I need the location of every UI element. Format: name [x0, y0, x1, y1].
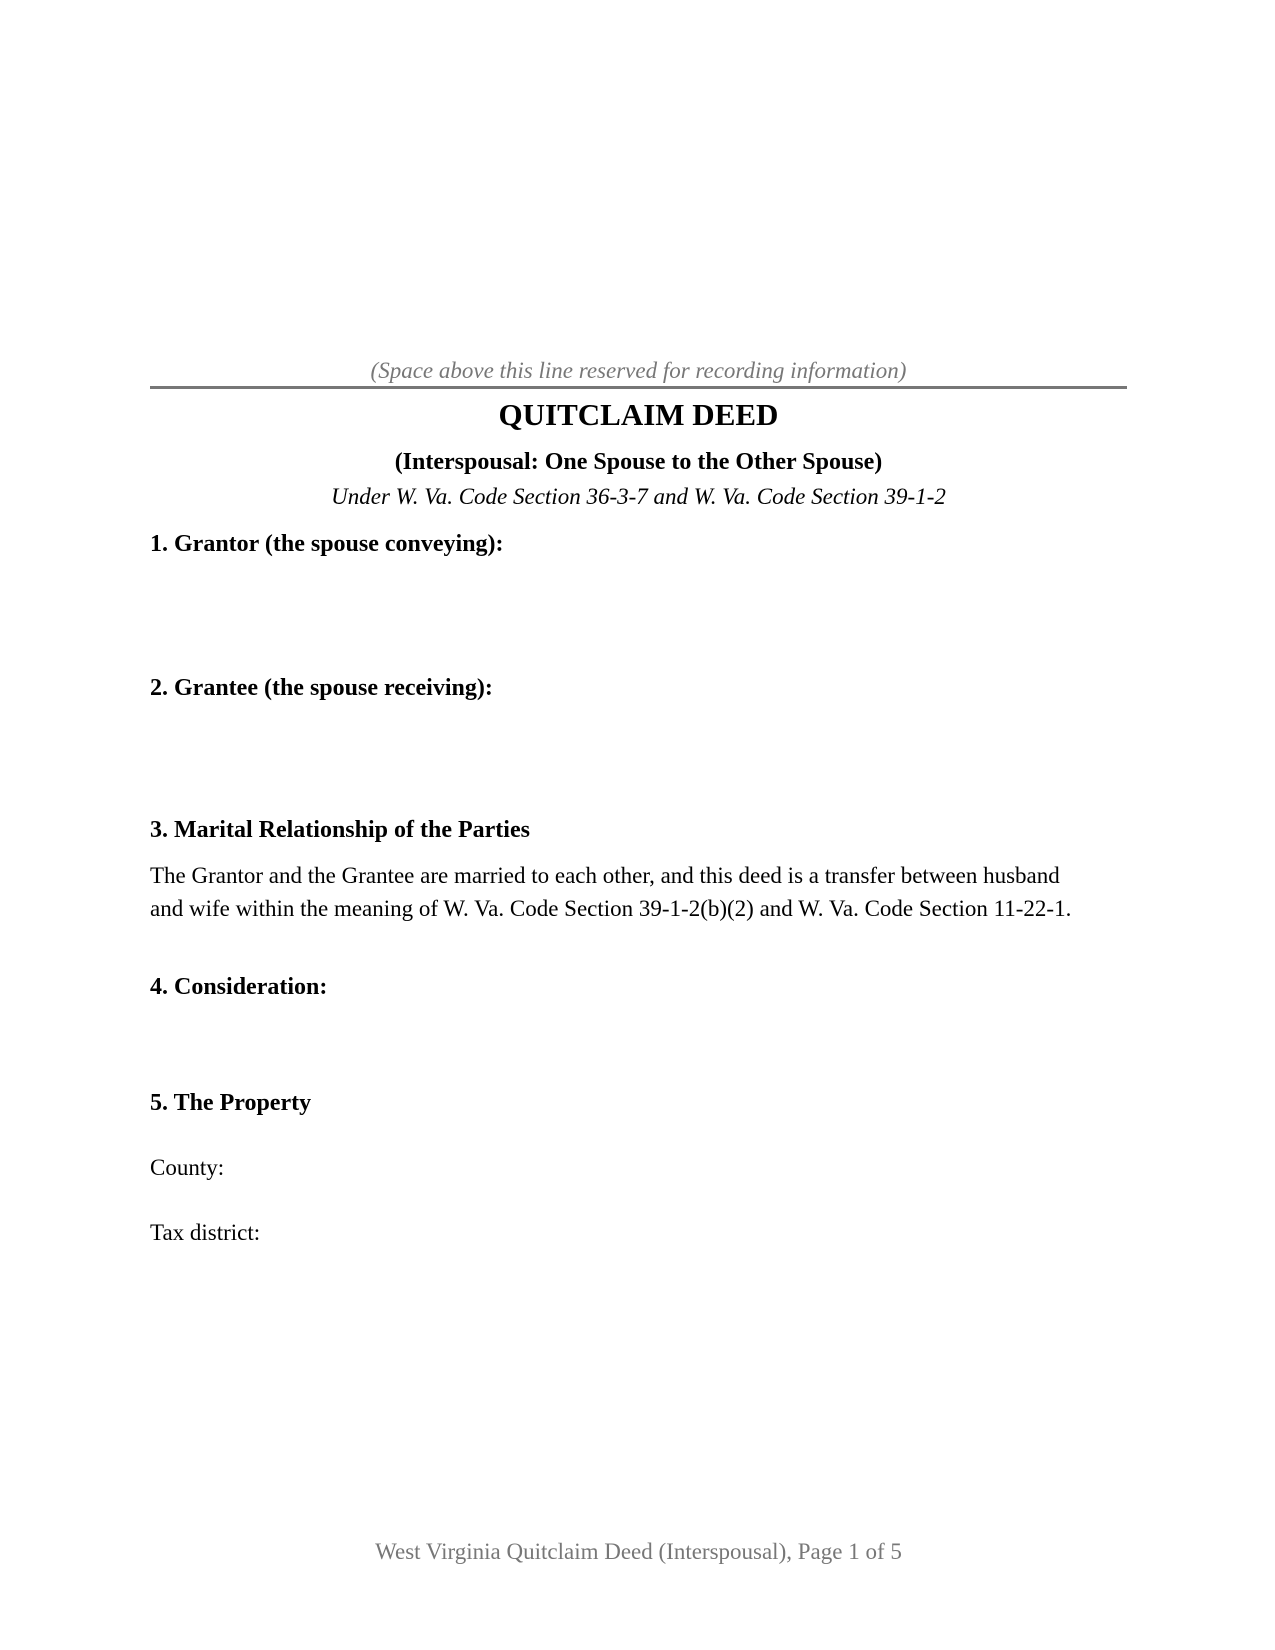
grantee-heading: 2. Grantee (the spouse receiving): — [150, 675, 493, 701]
property-heading: 5. The Property — [150, 1090, 312, 1116]
grantor-heading: 1. Grantor (the spouse conveying): — [150, 531, 504, 557]
document-subtitle: (Interspousal: One Spouse to the Other Spouse) — [394, 449, 883, 475]
document-title: QUITCLAIM DEED — [498, 397, 779, 432]
recording-divider — [150, 386, 1127, 389]
marital-text: The Grantor and the Grantee are married to each other, and this deed is a transfer between husband and wife within the meaning of W. Va. Code Section 39-1-2(b)(2) and W. Va. Code Section 11-22-1. — [150, 863, 1072, 921]
recording-note: (Space above this line reserved for recording information) — [370, 358, 907, 383]
marital-heading: 3. Marital Relationship of the Parties — [150, 817, 530, 843]
county-label: County: — [150, 1155, 225, 1180]
page-footer: West Virginia Quitclaim Deed (Interspousal), Page 1 of 5 — [375, 1539, 902, 1564]
tax-district-label: Tax district: — [150, 1220, 261, 1245]
consideration-heading: 4. Consideration: — [150, 974, 328, 1000]
statute-reference: Under W. Va. Code Section 36-3-7 and W. Va. Code Section 39-1-2 — [331, 484, 946, 509]
